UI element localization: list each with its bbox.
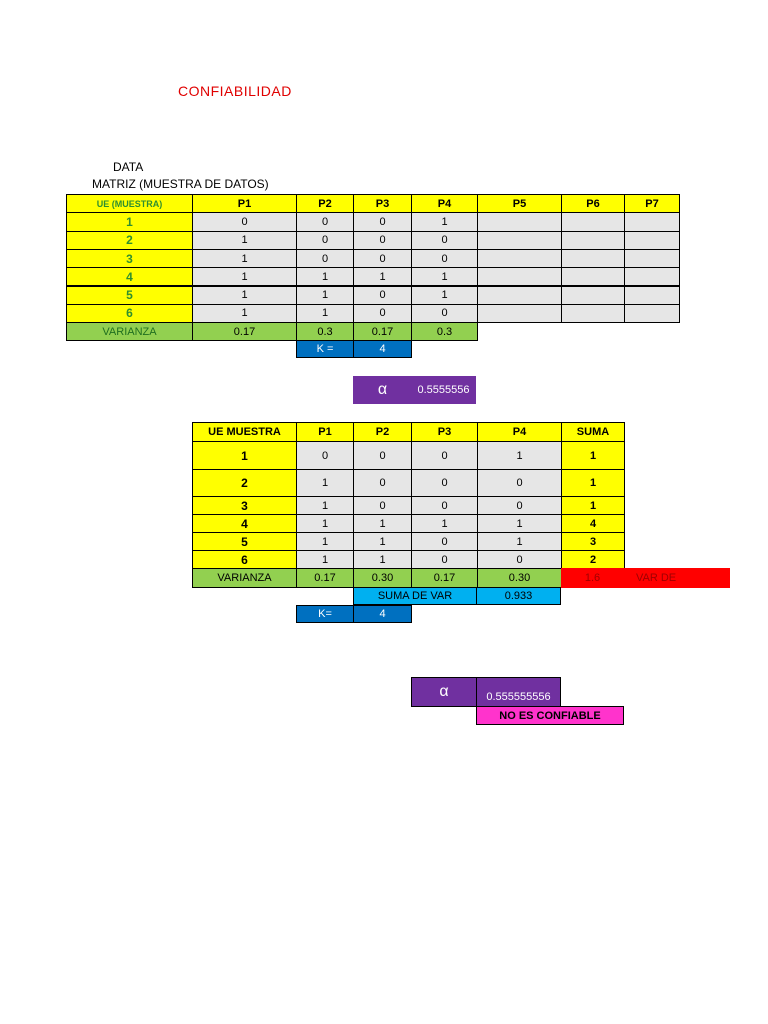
data-cell: 0 <box>411 469 478 497</box>
page-title: CONFIABILIDAD <box>178 83 292 99</box>
data-cell: 0 <box>353 212 412 231</box>
data-cell <box>477 304 562 323</box>
data-cell <box>561 212 625 231</box>
data-label: DATA <box>113 160 144 174</box>
data-cell: 0 <box>353 441 412 470</box>
data-cell: 1 <box>296 532 354 551</box>
data-cell: 0 <box>411 441 478 470</box>
data-cell: 0 <box>411 231 478 250</box>
data-cell <box>624 304 680 323</box>
row-label: 2 <box>192 469 297 497</box>
data-cell: 0 <box>477 469 562 497</box>
data-cell: 0 <box>353 496 412 515</box>
data-cell: 0 <box>411 550 478 569</box>
k-value: 4 <box>353 605 412 623</box>
data-cell: 0 <box>353 469 412 497</box>
data-cell: 1 <box>411 286 478 305</box>
data-cell: 1 <box>296 496 354 515</box>
row-label: 4 <box>192 514 297 533</box>
data-cell: 1 <box>477 532 562 551</box>
row-label: 3 <box>66 249 193 268</box>
data-cell <box>624 286 680 305</box>
data-cell: 1 <box>353 267 412 286</box>
suma-cell: 3 <box>561 532 625 551</box>
data-cell: 1 <box>477 441 562 470</box>
data-cell: 0 <box>477 496 562 515</box>
alpha-value: 0.5555556 <box>411 376 476 404</box>
header-cell: P7 <box>624 194 680 213</box>
data-cell <box>477 286 562 305</box>
varianza-label: VARIANZA <box>66 322 193 341</box>
data-cell: 1 <box>411 267 478 286</box>
varianza-cell: 0.17 <box>411 568 478 588</box>
data-cell <box>624 212 680 231</box>
data-cell <box>561 267 625 286</box>
varianza-cell: 0.17 <box>192 322 297 341</box>
data-cell: 1 <box>192 304 297 323</box>
data-cell: 1 <box>296 550 354 569</box>
header-cell: P5 <box>477 194 562 213</box>
header-cell: UE MUESTRA <box>192 422 297 442</box>
data-cell: 1 <box>192 286 297 305</box>
header-cell: P1 <box>192 194 297 213</box>
data-cell: 1 <box>296 514 354 533</box>
header-cell: P4 <box>477 422 562 442</box>
data-cell: 0 <box>353 231 412 250</box>
suma-cell: 1 <box>561 496 625 515</box>
data-cell <box>477 267 562 286</box>
data-cell: 0 <box>296 231 354 250</box>
alpha-value: 0.555555556 <box>476 677 561 707</box>
varianza-cell: 0.3 <box>411 322 478 341</box>
k-value: 4 <box>353 340 412 358</box>
header-cell: P1 <box>296 422 354 442</box>
data-cell: 0 <box>411 249 478 268</box>
data-cell <box>477 249 562 268</box>
row-label: 1 <box>66 212 193 231</box>
data-cell: 1 <box>411 212 478 231</box>
data-cell: 0 <box>296 212 354 231</box>
data-cell: 1 <box>477 514 562 533</box>
matrix-label: MATRIZ (MUESTRA DE DATOS) <box>92 177 269 191</box>
data-cell <box>624 249 680 268</box>
data-cell: 1 <box>353 514 412 533</box>
k-label: K = <box>296 340 354 358</box>
data-cell <box>561 249 625 268</box>
data-cell: 1 <box>296 267 354 286</box>
data-cell: 0 <box>353 249 412 268</box>
data-cell: 1 <box>411 514 478 533</box>
header-cell: UE (MUESTRA) <box>66 194 193 213</box>
varianza-cell: 0.17 <box>296 568 354 588</box>
data-cell: 0 <box>353 286 412 305</box>
row-label: 4 <box>66 267 193 286</box>
k-label: K= <box>296 605 354 623</box>
alpha-symbol: α <box>411 677 477 707</box>
varianza-cell: 0.30 <box>477 568 562 588</box>
data-cell: 0 <box>296 441 354 470</box>
var-de-label: VAR DE <box>624 568 730 588</box>
data-cell: 1 <box>192 231 297 250</box>
data-cell <box>624 267 680 286</box>
suma-de-var-label: SUMA DE VAR <box>353 587 477 605</box>
data-cell: 0 <box>411 496 478 515</box>
header-cell: P3 <box>411 422 478 442</box>
alpha-symbol: α <box>353 376 412 404</box>
data-cell: 1 <box>192 267 297 286</box>
verdict-badge: NO ES CONFIABLE <box>476 706 624 725</box>
data-cell: 1 <box>296 286 354 305</box>
header-cell: P4 <box>411 194 478 213</box>
varianza-cell: 0.3 <box>296 322 354 341</box>
varianza-cell: 0.30 <box>353 568 412 588</box>
suma-cell: 1 <box>561 469 625 497</box>
data-cell: 0 <box>353 304 412 323</box>
data-cell: 0 <box>411 532 478 551</box>
data-cell: 0 <box>477 550 562 569</box>
suma-variance-cell: 1.6 <box>561 568 624 588</box>
data-cell: 0 <box>296 249 354 268</box>
data-cell <box>561 231 625 250</box>
row-label: 3 <box>192 496 297 515</box>
suma-cell: 2 <box>561 550 625 569</box>
row-label: 6 <box>192 550 297 569</box>
header-cell: P6 <box>561 194 625 213</box>
data-cell <box>477 212 562 231</box>
data-cell <box>624 231 680 250</box>
data-cell <box>561 286 625 305</box>
suma-de-var-value: 0.933 <box>476 587 561 605</box>
data-cell: 1 <box>353 532 412 551</box>
data-cell: 1 <box>296 304 354 323</box>
header-cell: P2 <box>296 194 354 213</box>
header-cell: P2 <box>353 422 412 442</box>
data-cell: 1 <box>296 469 354 497</box>
header-cell: SUMA <box>561 422 625 442</box>
data-cell <box>477 231 562 250</box>
varianza-cell: 0.17 <box>353 322 412 341</box>
data-cell <box>561 304 625 323</box>
row-label: 2 <box>66 231 193 250</box>
suma-cell: 4 <box>561 514 625 533</box>
row-label: 1 <box>192 441 297 470</box>
row-label: 5 <box>192 532 297 551</box>
header-cell: P3 <box>353 194 412 213</box>
data-cell: 0 <box>411 304 478 323</box>
data-cell: 1 <box>353 550 412 569</box>
data-cell: 1 <box>192 249 297 268</box>
data-cell: 0 <box>192 212 297 231</box>
varianza-label: VARIANZA <box>192 568 297 588</box>
row-label: 5 <box>66 286 193 305</box>
row-label: 6 <box>66 304 193 323</box>
suma-cell: 1 <box>561 441 625 470</box>
